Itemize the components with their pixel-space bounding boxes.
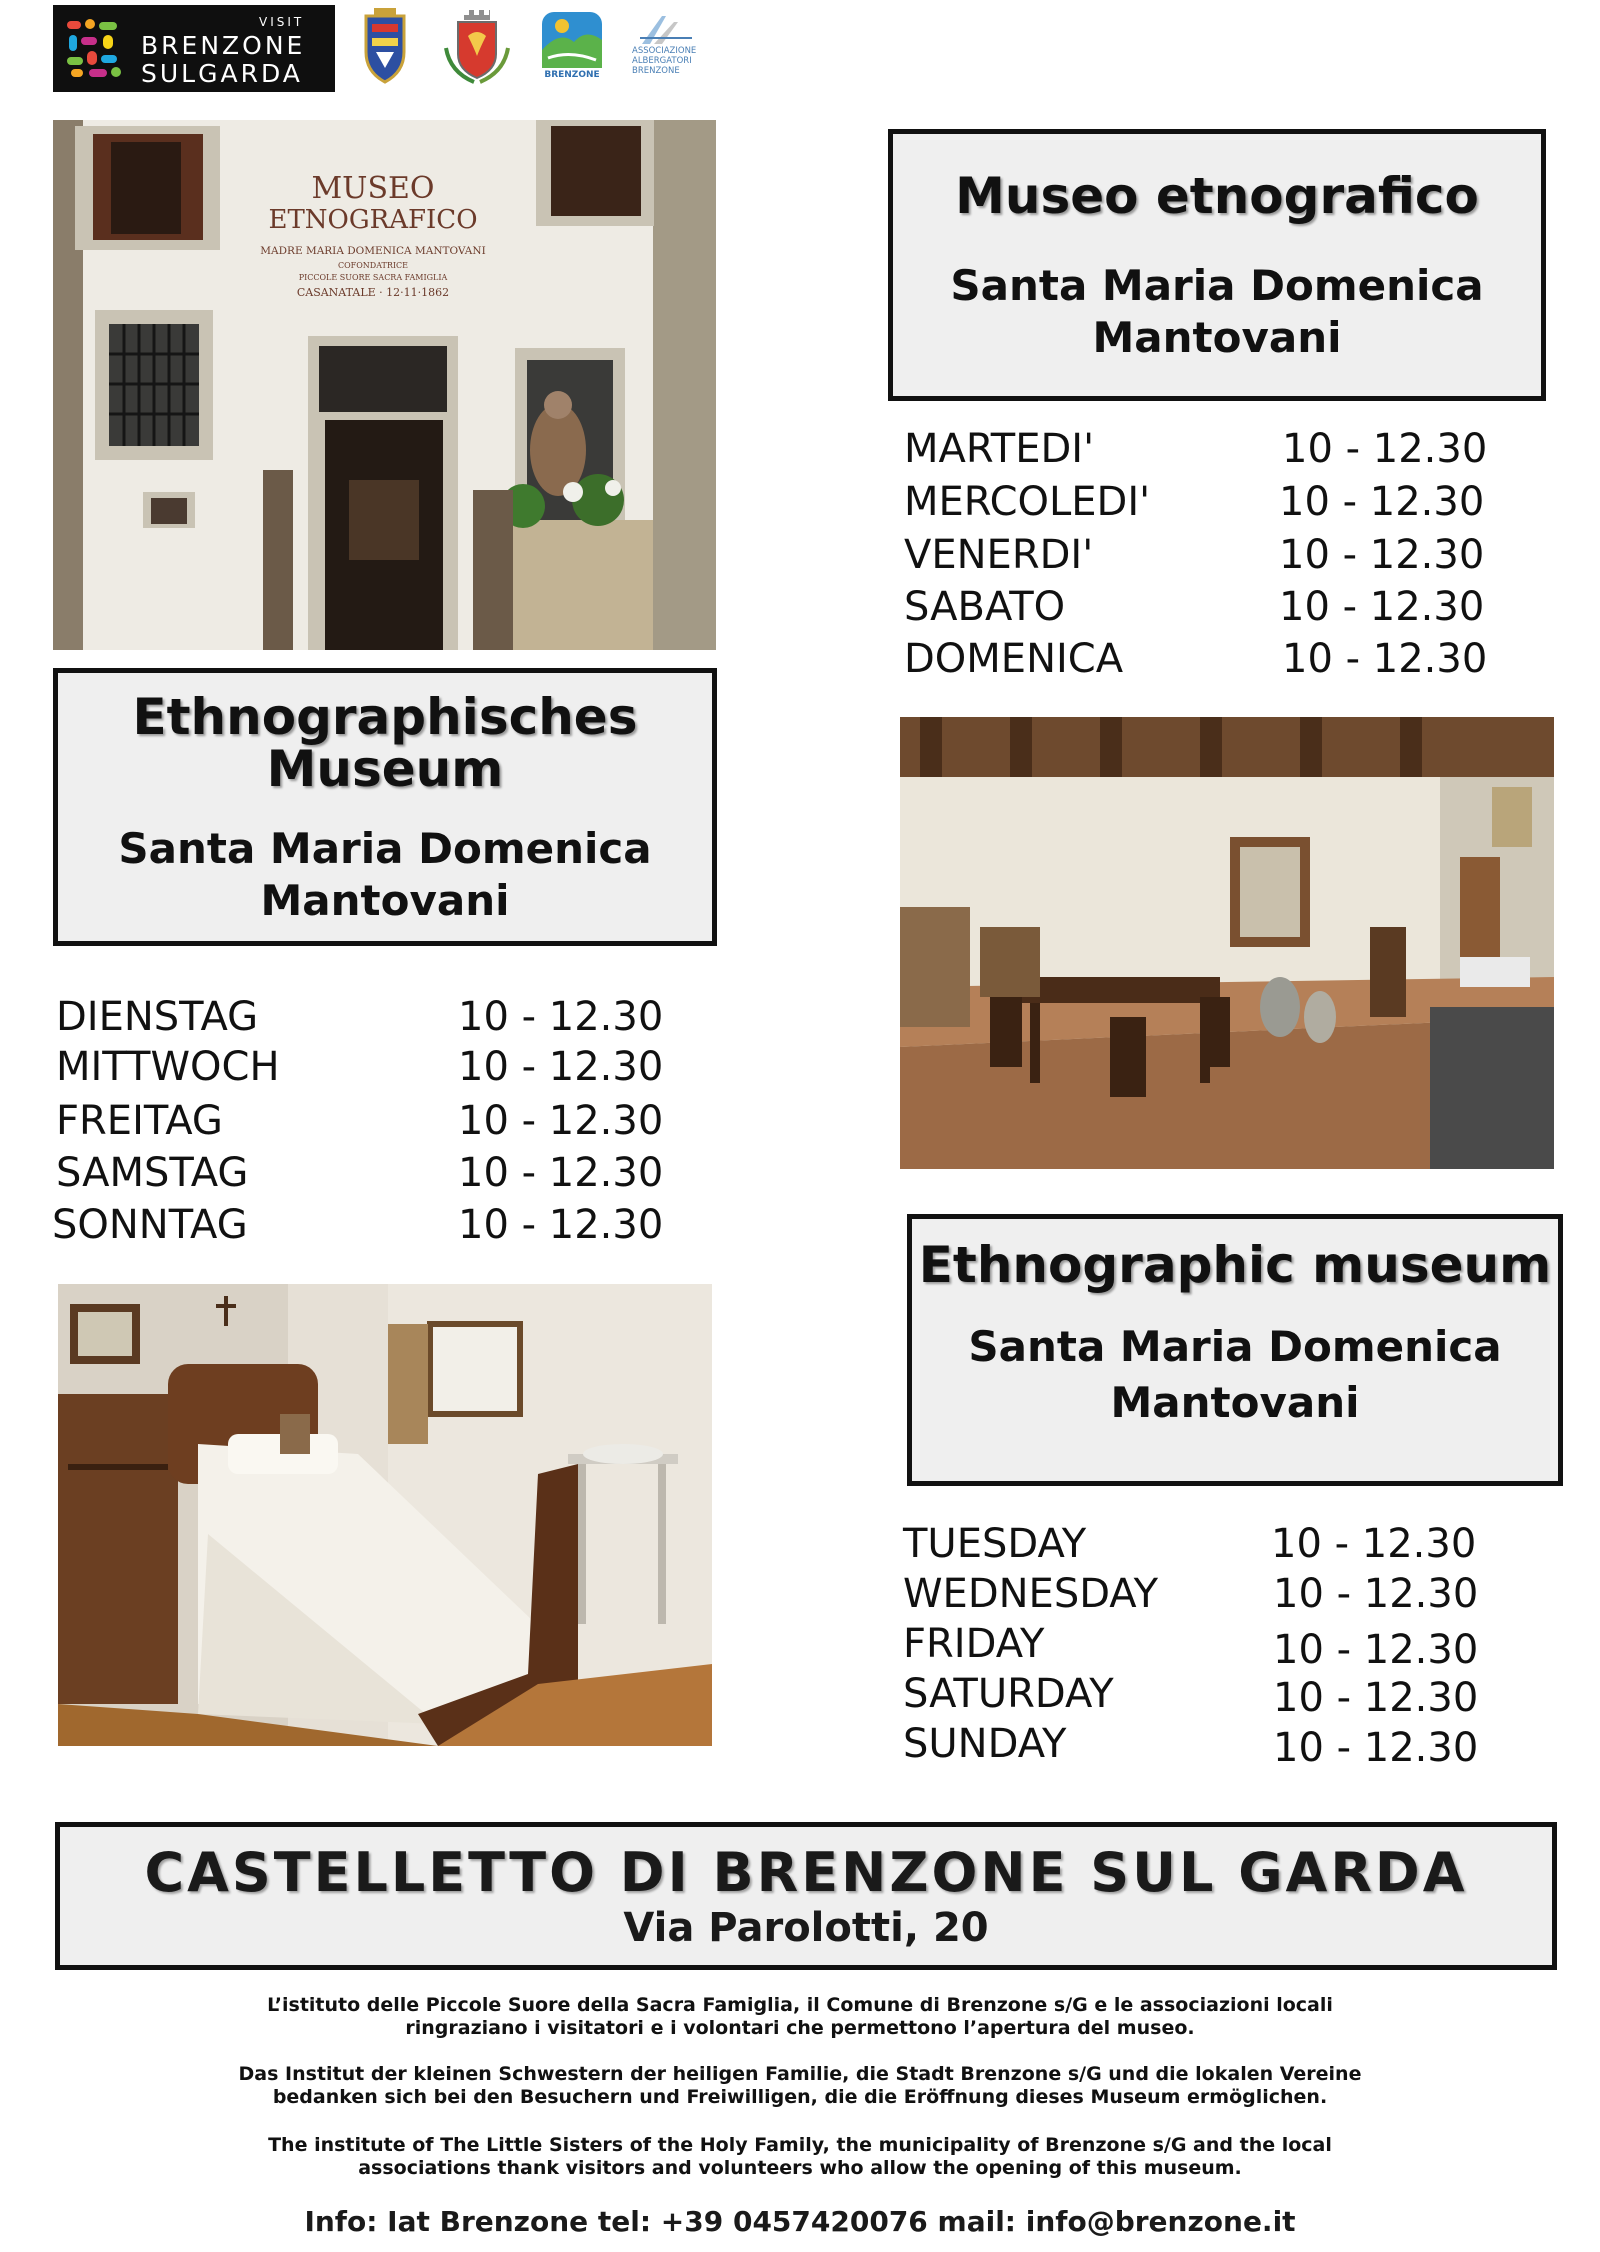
schedule-day: SABATO: [904, 584, 1066, 630]
german-title-box: [53, 668, 717, 946]
german-title-line2: Museum: [266, 740, 504, 798]
brenzone-badge-text: BRENZONE: [544, 70, 600, 80]
schedule-hours: 10 - 12.30: [1273, 1627, 1479, 1673]
thanks-german-line2: bedanken sich bei den Besuchern und Freiwilligen, die die Eröffnung dieses Museum ermöglichen.: [272, 2086, 1328, 2108]
english-subtitle-line2: Mantovani: [1110, 1378, 1360, 1427]
schedule-day: MITTWOCH: [56, 1044, 280, 1090]
italian-schedule: [904, 426, 1524, 691]
facade-sign-line3: MADRE MARIA DOMENICA MANTOVANI: [260, 245, 486, 257]
thanks-italian-line2: ringraziano i visitatori e i volontari che permettono l’apertura del museo.: [405, 2017, 1195, 2039]
thanks-english: [200, 2134, 1400, 2180]
italian-subtitle-line2: Mantovani: [1092, 313, 1342, 362]
bedroom-interior-photo: [58, 1284, 712, 1746]
schedule-day: WEDNESDAY: [903, 1571, 1158, 1617]
thanks-german-line1: Das Institut der kleinen Schwestern der heiligen Familie, die Stadt Brenzone s/G und die lokalen Vereine: [238, 2063, 1362, 2085]
association-line2: ALBERGATORI: [632, 56, 692, 66]
visit-logo-line1: BRENZONE: [141, 31, 306, 60]
schedule-day: SAMSTAG: [56, 1150, 249, 1196]
english-subtitle-line1: Santa Maria Domenica: [968, 1322, 1502, 1371]
english-schedule: [903, 1521, 1543, 1786]
thanks-english-line2: associations thank visitors and volunteers who allow the opening of this museum.: [358, 2157, 1242, 2179]
facade-sign-line6: CASANATALE · 12·11·1862: [296, 286, 450, 299]
schedule-day: SONNTAG: [52, 1202, 248, 1248]
municipal-crest-icon: [440, 8, 515, 86]
thanks-italian-line1: L’istituto delle Piccole Suore della Sacra Famiglia, il Comune di Brenzone s/G e le associazioni locali: [267, 1994, 1333, 2016]
facade-sign-line1: MUSEO: [311, 171, 435, 206]
schedule-hours: 10 - 12.30: [1279, 584, 1485, 630]
german-subtitle-line1: Santa Maria Domenica: [118, 824, 652, 873]
schedule-day: SUNDAY: [903, 1721, 1067, 1767]
italian-title-box: [888, 129, 1546, 401]
schedule-hours: 10 - 12.30: [1282, 426, 1488, 472]
facade-sign-line5: PICCOLE SUORE SACRA FAMIGLIA: [298, 273, 448, 282]
schedule-day: TUESDAY: [903, 1521, 1087, 1567]
schedule-day: FREITAG: [56, 1098, 223, 1144]
italian-subtitle-line1: Santa Maria Domenica: [950, 261, 1484, 310]
visit-logo-line2: SULGARDA: [141, 59, 303, 88]
schedule-hours: 10 - 12.30: [1273, 1675, 1479, 1721]
visit-label: VISIT: [259, 15, 305, 29]
thanks-italian: [200, 1994, 1400, 2040]
thanks-english-line1: The institute of The Little Sisters of the Holy Family, the municipality of Brenzone s/G and the local: [268, 2134, 1332, 2156]
schedule-hours: 10 - 12.30: [458, 1150, 664, 1196]
english-title-box: [907, 1214, 1563, 1486]
schedule-hours: 10 - 12.30: [1273, 1725, 1479, 1771]
facade-sign-line4: COFONDATRICE: [337, 261, 409, 270]
german-title-line1: Ethnographisches: [132, 688, 638, 746]
schedule-hours: 10 - 12.30: [1279, 479, 1485, 525]
schedule-hours: 10 - 12.30: [1282, 636, 1488, 682]
schedule-day: MERCOLEDI': [904, 479, 1151, 525]
museum-facade-photo: [53, 120, 716, 650]
schedule-day: SATURDAY: [903, 1671, 1114, 1717]
facade-sign-line2: ETNOGRAFICO: [268, 205, 478, 235]
schedule-hours: 10 - 12.30: [1273, 1571, 1479, 1617]
german-schedule: [52, 994, 696, 1259]
kitchen-interior-photo: [900, 717, 1554, 1169]
schedule-day: DIENSTAG: [56, 994, 259, 1040]
visit-brenzone-logo: [53, 5, 335, 92]
schedule-day: MARTEDI': [904, 426, 1095, 472]
schedule-hours: 10 - 12.30: [458, 1044, 664, 1090]
schedule-hours: 10 - 12.30: [1271, 1521, 1477, 1567]
coat-of-arms-icon: [360, 8, 410, 86]
colorful-dots-icon: [67, 19, 125, 79]
schedule-day: DOMENICA: [904, 636, 1124, 682]
association-line3: BRENZONE: [632, 66, 680, 76]
schedule-day: FRIDAY: [903, 1621, 1045, 1667]
association-mark-icon: [632, 14, 702, 46]
schedule-hours: 10 - 12.30: [458, 1202, 664, 1248]
contact-info: Info: Iat Brenzone tel: +39 0457420076 mail: info@brenzone.it: [304, 2205, 1296, 2238]
brenzone-proloco-logo: [540, 10, 604, 84]
italian-title: Museo etnografico: [955, 167, 1479, 225]
association-logo: [632, 14, 702, 84]
location-title: CASTELLETTO DI BRENZONE SUL GARDA: [144, 1841, 1468, 1904]
location-address: Via Parolotti, 20: [623, 1905, 989, 1951]
thanks-german: [200, 2063, 1400, 2109]
english-title: Ethnographic museum: [918, 1236, 1552, 1294]
german-subtitle-line2: Mantovani: [260, 876, 510, 925]
association-line1: ASSOCIAZIONE: [632, 46, 697, 56]
schedule-hours: 10 - 12.30: [458, 994, 664, 1040]
lake-logo-icon: [540, 10, 604, 70]
schedule-hours: 10 - 12.30: [1279, 532, 1485, 578]
location-box: [55, 1822, 1557, 1970]
schedule-hours: 10 - 12.30: [458, 1098, 664, 1144]
schedule-day: VENERDI': [904, 532, 1094, 578]
